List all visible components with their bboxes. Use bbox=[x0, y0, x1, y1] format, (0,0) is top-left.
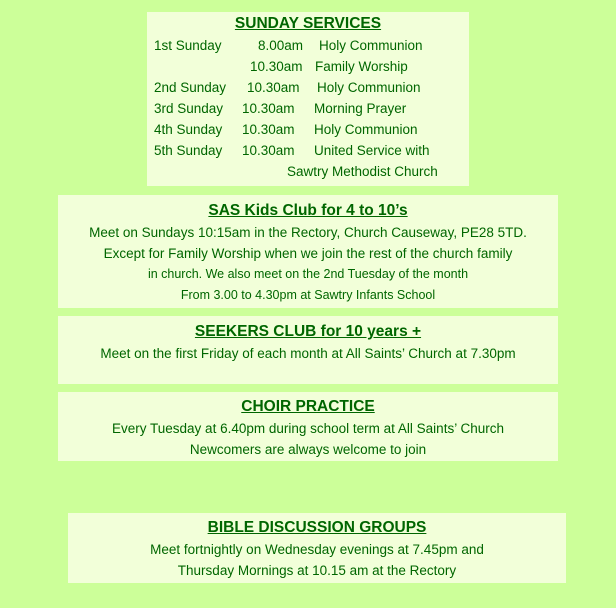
choir-practice-box bbox=[58, 392, 558, 461]
service-time: 10.30am bbox=[242, 101, 295, 116]
sunday-services-table bbox=[147, 35, 469, 181]
choir-practice-line: Newcomers are always welcome to join bbox=[189, 442, 427, 457]
service-name: Holy Communion bbox=[319, 38, 423, 53]
service-week: 1st Sunday bbox=[154, 38, 222, 53]
bible-groups-box bbox=[68, 513, 566, 583]
service-week: 3rd Sunday bbox=[154, 101, 224, 116]
service-row bbox=[147, 140, 469, 161]
choir-practice-line: Every Tuesday at 6.40pm during school term at All Saints’ Church bbox=[112, 421, 504, 436]
service-row bbox=[147, 35, 469, 56]
service-row bbox=[147, 119, 469, 140]
service-week: 4th Sunday bbox=[154, 122, 223, 137]
service-row bbox=[147, 98, 469, 119]
service-time: 10.30am bbox=[247, 80, 300, 95]
service-time: 10.30am bbox=[242, 122, 295, 137]
service-row bbox=[147, 77, 469, 98]
seekers-club-line: Meet on the first Friday of each month at All Saints’ Church at 7.30pm bbox=[100, 346, 516, 361]
choir-practice-title: CHOIR PRACTICE bbox=[241, 398, 375, 415]
seekers-club-title: SEEKERS CLUB for 10 years + bbox=[194, 323, 422, 340]
service-name: Family Worship bbox=[315, 59, 408, 74]
bible-groups-line: Meet fortnightly on Wednesday evenings at 7.45pm and bbox=[150, 542, 484, 557]
service-week: 2nd Sunday bbox=[154, 80, 227, 95]
service-week: 5th Sunday bbox=[154, 143, 223, 158]
service-name: United Service with bbox=[314, 143, 430, 158]
kids-club-line: From 3.00 to 4.30pm at Sawtry Infants School bbox=[180, 288, 436, 302]
sunday-services-box bbox=[147, 12, 469, 186]
service-time: 8.00am bbox=[258, 38, 304, 53]
kids-club-line: Meet on Sundays 10:15am in the Rectory, Church Causeway, PE28 5TD. bbox=[89, 225, 527, 240]
service-row bbox=[147, 161, 469, 182]
kids-club-title: SAS Kids Club for 4 to 10’s bbox=[208, 202, 408, 219]
service-name: Holy Communion bbox=[317, 80, 421, 95]
service-name: Sawtry Methodist Church bbox=[287, 164, 438, 179]
service-row bbox=[147, 56, 469, 77]
bible-groups-line: Thursday Mornings at 10.15 am at the Rectory bbox=[177, 563, 457, 578]
kids-club-line: Except for Family Worship when we join the rest of the church family bbox=[103, 246, 513, 261]
kids-club-box bbox=[58, 195, 558, 308]
service-name: Morning Prayer bbox=[314, 101, 407, 116]
service-name: Holy Communion bbox=[314, 122, 418, 137]
bible-groups-title: BIBLE DISCUSSION GROUPS bbox=[207, 519, 427, 536]
seekers-club-box bbox=[58, 316, 558, 384]
sunday-services-title: SUNDAY SERVICES bbox=[234, 15, 382, 32]
service-time: 10.30am bbox=[250, 59, 303, 74]
kids-club-line: in church. We also meet on the 2nd Tuesday of the month bbox=[147, 267, 469, 281]
service-time: 10.30am bbox=[242, 143, 295, 158]
